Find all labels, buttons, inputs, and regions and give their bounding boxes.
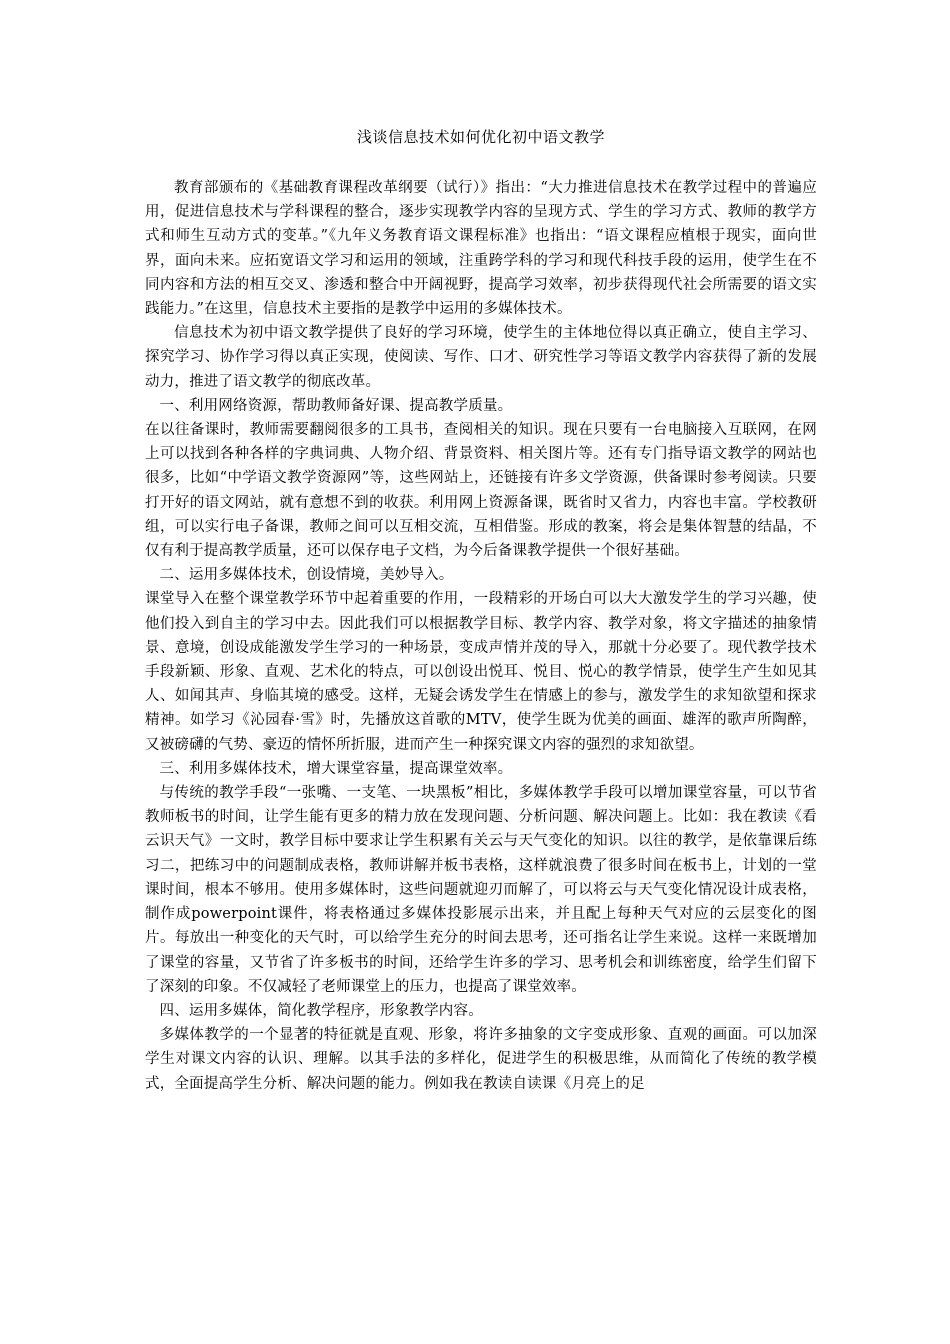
section-body-3: 与传统的教学手段“一张嘴、一支笔、一块黑板”相比，多媒体教学手段可以增加课堂容量，可以节省教师板书的时间，让学生能有更多的精力放在发现问题、分析问题、解决问题上。比如：我在教读《看云识天气》一文时，教学目标中要求让学生积累有关云与天气变化的知识。以往的教学，是依靠课后练习二，把练习中的问题制成表格，教师讲解并板书表格，这样就浪费了很多时间在板书上，计划的一堂课时间，根本不够用。使用多媒体时，这些问题就迎刃而解了，可以将云与天气变化情况设计成表格，制作成powerpoint课件，将表格通过多媒体投影展示出来，并且配上每种天气对应的云层变化的图片。每放出一种变化的天气时，可以给学生充分的时间去思考，还可指名让学生来说。这样一来既增加了课堂的容量，又节省了许多板书的时间，还给学生许多的学习、思考机会和训练密度，给学生们留下了深刻的印象。不仅减轻了老师课堂上的压力，也提高了课堂效率。: [145, 785, 817, 995]
section-heading-4: 四、运用多媒体，简化教学程序，形象教学内容。: [159, 1002, 483, 1019]
paragraph-intro-1: 教育部颁布的《基础教育课程改革纲要（试行）》指出：“大力推进信息技术在教学过程中的普遍应用，促进信息技术与学科课程的整合，逐步实现教学内容的呈现方式、学生的学习方式、教师的教学方式和师生互动方式的变革。”《九年义务教育语文课程标准》也指出：“语文课程应植根于现实，面向世界，面向未来。应拓宽语文学习和运用的领域，注重跨学科的学习和现代科技手段的运用，使学生在不同内容和方法的相互交叉、渗透和整合中开阔视野，提高学习效率，初步获得现代社会所需要的语文实践能力。”在这里，信息技术主要指的是教学中运用的多媒体技术。: [145, 180, 817, 318]
section-body-4: 多媒体教学的一个显著的特征就是直观、形象，将许多抽象的文字变成形象、直观的画面。可以加深学生对课文内容的认识、理解。以其手法的多样化，促进学生的积极思维，从而简化了传统的教学模式，全面提高学生分析、解决问题的能力。例如我在教读自读课《月亮上的足: [145, 1027, 817, 1092]
document-title: 浅谈信息技术如何优化初中语文教学: [356, 128, 605, 146]
document-page: [145, 126, 817, 1096]
paragraph-intro-2: 信息技术为初中语文教学提供了良好的学习环境，使学生的主体地位得以真正确立，使自主学习、探究学习、协作学习得以真正实现，使阅读、写作、口才、研究性学习等语文教学内容获得了新的发展动力，推进了语文教学的彻底改革。: [145, 325, 817, 390]
section-heading-2: 二、运用多媒体技术，创设情境，美妙导入。: [159, 567, 454, 584]
section-body-1: 在以往备课时，教师需要翻阅很多的工具书，查阅相关的知识。现在只要有一台电脑接入互联网，在网上可以找到各种各样的字典词典、人物介绍、背景资料、相关图片等。还有专门指导语文教学的网站也很多，比如“中学语文教学资源网”等，这些网站上，还链接有许多文学资源，供备课时参考阅读。只要打开好的语文网站，就有意想不到的收获。利用网上资源备课，既省时又省力，内容也丰富。学校教研组，可以实行电子备课，教师之间可以互相交流，互相借鉴。形成的教案，将会是集体智慧的结晶，不仅有利于提高教学质量，还可以保存电子文档，为今后备课教学提供一个很好基础。: [145, 422, 817, 560]
section-heading-1: 一、利用网络资源，帮助教师备好课、提高教学质量。: [159, 397, 513, 414]
section-body-2: 课堂导入在整个课堂教学环节中起着重要的作用，一段精彩的开场白可以大大激发学生的学习兴趣，使他们投入到自主的学习中去。因此我们可以根据教学目标、教学内容、教学对象，将文字描述的抽象情景、意境，创设成能激发学生学习的一种场景，变成声情并茂的导入，那就十分必要了。现代教学技术手段新颖、形象、直观、艺术化的特点，可以创设出悦耳、悦目、悦心的教学情景，使学生产生如见其人、如闻其声、身临其境的感受。这样，无疑会诱发学生在情感上的参与，激发学生的求知欲望和探求精神。如学习《沁园春·雪》时，先播放这首歌的MTV，使学生既为优美的画面、雄浑的歌声所陶醉，又被磅礴的气势、豪迈的情怀所折服，进而产生一种探究课文内容的强烈的求知欲望。: [145, 591, 817, 753]
section-heading-3: 三、利用多媒体技术，增大课堂容量，提高课堂效率。: [159, 760, 513, 777]
